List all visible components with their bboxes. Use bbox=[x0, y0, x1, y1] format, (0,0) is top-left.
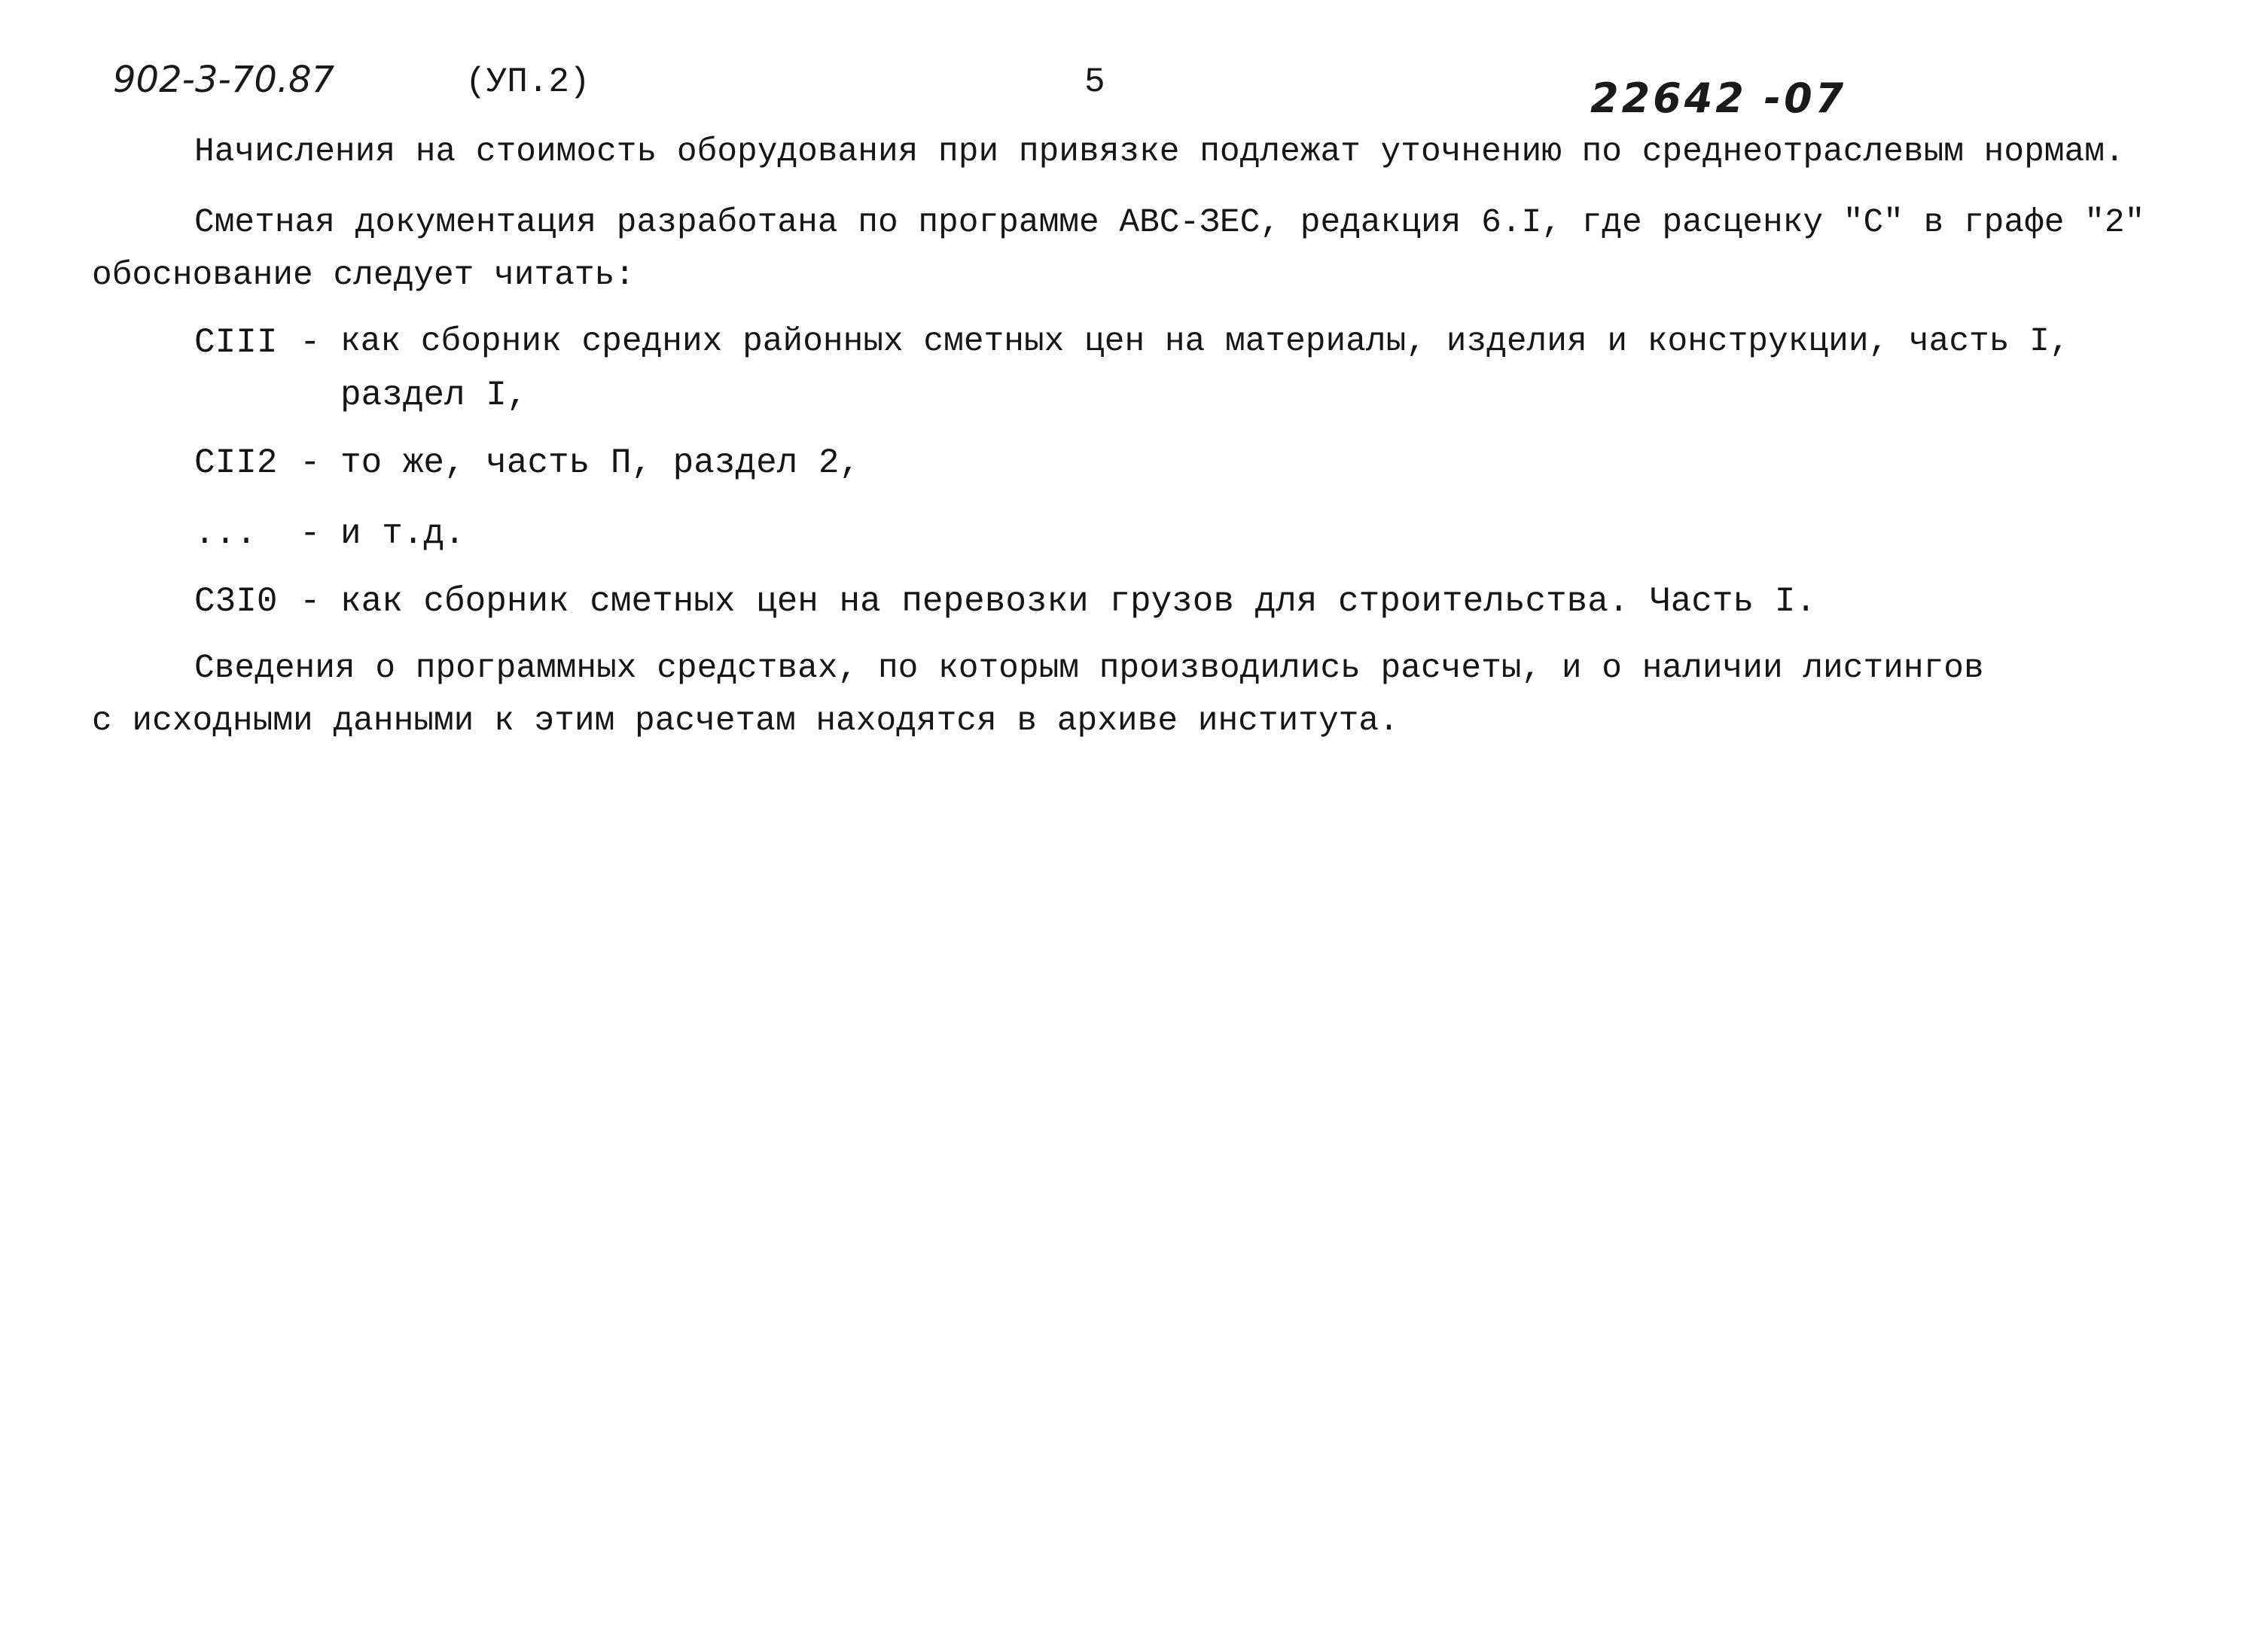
paragraph-equipment-charges: Начисления на стоимость оборудования при привязке подлежат уточнению по среднеотраслевым нормам. bbox=[194, 133, 2125, 171]
list-item-text: как сборник средних районных сметных цен на материалы, изделия и конструкции, часть I, bbox=[340, 323, 2070, 361]
list-item-dash: - bbox=[300, 323, 321, 362]
album-label: (УП.2) bbox=[465, 62, 590, 102]
document-code: 902-3-70.87 bbox=[113, 59, 335, 101]
paragraph-software-info-line1: Сведения о программных средствах, по которым производились расчеты, и о наличии листингов bbox=[194, 650, 1984, 687]
list-item-dash: - bbox=[300, 582, 321, 621]
list-item-code: СII2 bbox=[194, 443, 278, 483]
paragraph-software-info-line2: с исходными данными к этим расчетам находятся в архиве института. bbox=[92, 702, 1399, 740]
paragraph-estimate-software-line1: Сметная документация разработана по программе АВС-ЗЕС, редакция 6.I, где расценку "С" в графе "2" bbox=[194, 204, 2145, 242]
page-number: 5 bbox=[1084, 62, 1105, 102]
list-item-text: как сборник сметных цен на перевозки грузов для строительства. Часть I. bbox=[340, 582, 1816, 621]
inventory-number: 22642 -07 bbox=[1590, 75, 1847, 122]
paragraph-estimate-software-line2: обоснование следует читать: bbox=[92, 257, 636, 294]
list-item-dash: - bbox=[300, 514, 321, 553]
list-item-text-continued: раздел I, bbox=[340, 376, 528, 415]
list-item-code: СIII bbox=[194, 323, 278, 362]
list-item-text: и т.д. bbox=[340, 514, 465, 553]
list-item-code: ... bbox=[194, 514, 257, 553]
list-item-text: то же, часть П, раздел 2, bbox=[340, 443, 861, 483]
list-item-code: С3I0 bbox=[194, 582, 278, 621]
list-item-dash: - bbox=[300, 443, 321, 483]
